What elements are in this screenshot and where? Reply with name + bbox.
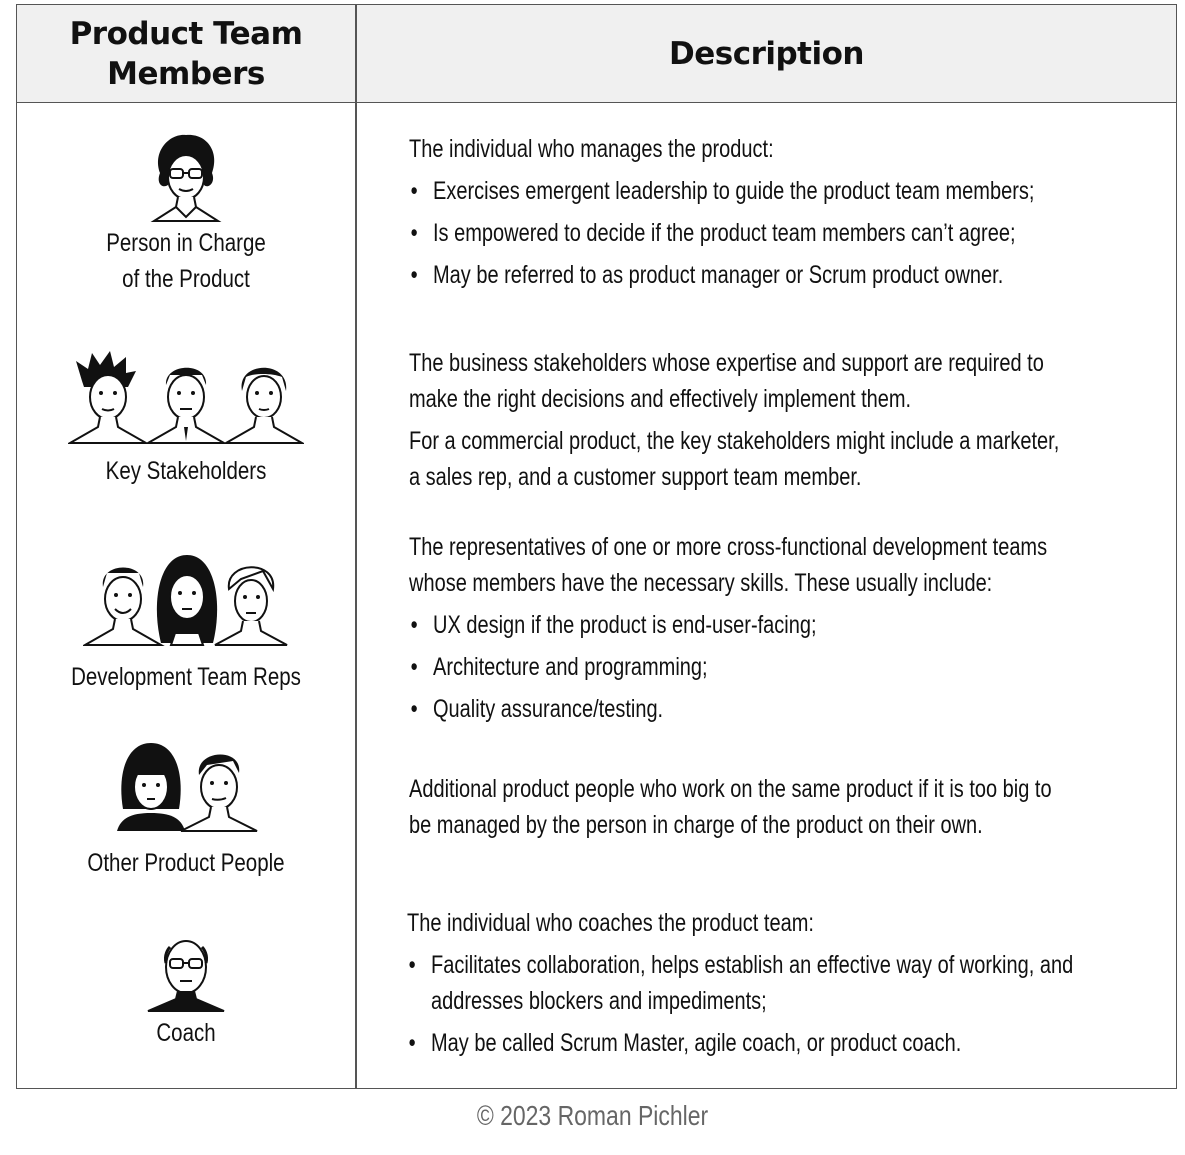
coach-with-glasses-icon [146, 929, 226, 1013]
member-label: Other Product People [87, 849, 285, 877]
copyright-footer: © 2023 Roman Pichler [476, 1100, 709, 1131]
member-dev-team-reps [17, 553, 355, 695]
bullet-item: • UX design if the product is end-user-facing; [409, 607, 1159, 643]
member-product-person [17, 131, 355, 297]
three-stakeholders-icon [68, 351, 304, 447]
description-intro: The individual who coaches the product team: [407, 909, 814, 937]
two-product-people-icon [113, 743, 259, 833]
description-paragraph: The business stakeholders whose expertise and support are required to make the right decisions and effectively implement them. [409, 349, 1044, 413]
description-bullets [407, 947, 1157, 1061]
bullet-item: • May be referred to as product manager or Scrum product owner. [409, 257, 1159, 293]
member-label: Key Stakeholders [105, 457, 267, 485]
bullet-item: • Exercises emergent leadership to guide the product team members; [409, 173, 1159, 209]
header-description: Description [668, 36, 864, 72]
description-intro: The individual who manages the product: [409, 135, 774, 163]
bullet-item: • May be called Scrum Master, agile coach, or product coach. [407, 1025, 1157, 1061]
member-other-product-people [17, 743, 355, 881]
description-bullets [409, 607, 1159, 727]
member-coach [17, 929, 355, 1051]
member-stakeholders [17, 351, 355, 489]
member-label: Person in Charge of the Product [106, 229, 266, 293]
member-label: Development Team Reps [71, 663, 301, 691]
team-members-table [16, 4, 1177, 1089]
bullet-item: • Quality assurance/testing. [409, 691, 1159, 727]
description-paragraph: Additional product people who work on the same product if it is too big to be managed by the person in charge of the product on their own. [409, 775, 1052, 839]
description-stakeholders [409, 345, 1159, 495]
description-product-person [409, 131, 1159, 293]
description-other-product-people [409, 771, 1159, 843]
bullet-item: • Is empowered to decide if the product team members can’t agree; [409, 215, 1159, 251]
column-divider [355, 5, 357, 1088]
description-bullets [409, 173, 1159, 293]
table-header [17, 5, 1176, 103]
bullet-item: • Architecture and programming; [409, 649, 1159, 685]
header-members: Product Team Members [69, 16, 303, 92]
description-dev-team-reps [409, 529, 1159, 727]
description-coach [407, 905, 1157, 1061]
bullet-item: • Facilitates collaboration, helps establish an effective way of working, and addresses blockers and impediments; [407, 947, 1157, 1019]
three-developers-icon [83, 553, 289, 647]
description-paragraph: For a commercial product, the key stakeholders might include a marketer, a sales rep, and a customer support team member. [409, 427, 1060, 491]
woman-with-glasses-icon [146, 131, 226, 225]
description-intro: The representatives of one or more cross-functional development teams whose members have the necessary skills. These usually include: [409, 533, 1048, 597]
member-label: Coach [156, 1019, 216, 1047]
